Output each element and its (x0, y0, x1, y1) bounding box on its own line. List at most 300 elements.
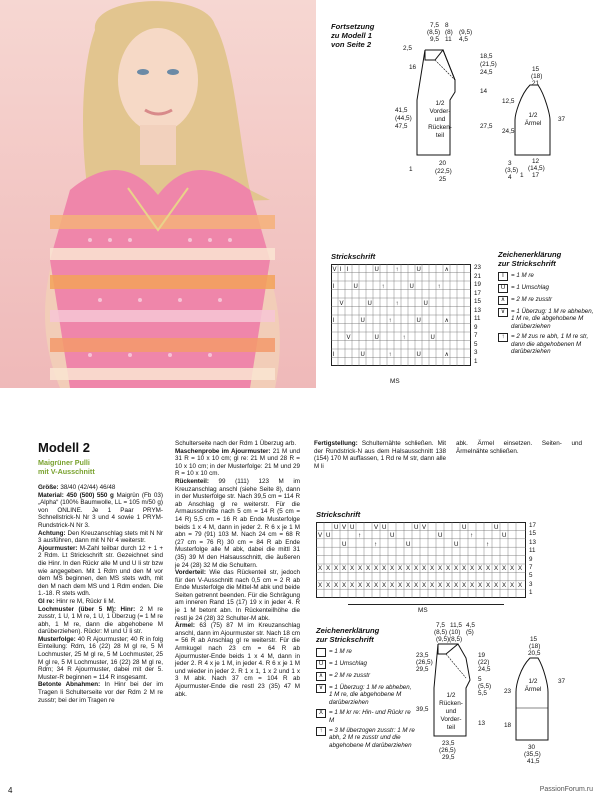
schematic-sleeve-top (500, 60, 600, 190)
svg-text:U: U (416, 318, 421, 324)
svg-text:U: U (430, 335, 435, 341)
svg-text:X: X (342, 565, 347, 572)
svg-text:U: U (360, 352, 365, 358)
dim-text: 15 (530, 636, 538, 643)
paragraph (175, 440, 300, 448)
legend-symbol: ∧ (498, 296, 508, 305)
knitting-chart-bottom-grid (316, 522, 526, 598)
svg-text:X: X (470, 582, 475, 589)
paragraph (38, 492, 163, 530)
legend-symbol: ∧ (316, 672, 326, 681)
instructions-col-4 (456, 440, 582, 455)
chart-title-top: Strickschrift (331, 252, 376, 261)
svg-text:U: U (334, 524, 339, 531)
legend-symbol: ∨ (316, 684, 326, 693)
para-text: Wie das Rückenteil str, jedoch für den V-Ausschnitt nach 0,5 cm = 2 R ab Ende Musterfolge die Mittel-M abk und beide Seiten getrennt beenden. Für die Schrägung am inneren Rand 15 (17) 19 x in jeder 4. R je 1 M betont abn. In Rückenteilhöhe die restl je 24 (28) 32 Schulter-M abk. (175, 569, 300, 622)
svg-text:U: U (342, 541, 347, 548)
svg-text:X: X (390, 582, 395, 589)
legend-text: = 1 Überzug: 1 M re abheben, 1 M re, die abgehobene M darüberziehen (511, 308, 594, 330)
legend-bottom (316, 626, 416, 752)
svg-text:↑: ↑ (402, 335, 406, 341)
schematic-body-top (395, 20, 505, 190)
svg-text:X: X (510, 582, 515, 589)
dim-text: 37 (558, 116, 566, 123)
paragraph (38, 606, 163, 636)
svg-text:U: U (414, 524, 419, 531)
dim-text: (8,5) (434, 629, 448, 636)
dim-text: 12,5 (502, 98, 515, 105)
dim-text: 12 (532, 158, 540, 165)
svg-text:U: U (438, 532, 443, 539)
dim-text: 8 (445, 22, 449, 29)
svg-text:X: X (326, 565, 331, 572)
para-label: Rückenteil: (175, 477, 209, 485)
legend-title: zur Strickschrift (316, 635, 374, 644)
svg-text:↑: ↑ (486, 541, 490, 548)
dim-text: 1 (520, 172, 524, 179)
legend-item (498, 284, 598, 293)
para-label: Material: 450 (500) 550 g (38, 491, 114, 499)
dim-text: (22) (478, 659, 490, 666)
dim-text: 23,5 (442, 740, 455, 747)
label-line: Vorder- (440, 716, 462, 723)
svg-text:∧: ∧ (444, 352, 449, 358)
legend-text: = 1 Überzug: 1 M re abheben, 1 M re, die abgehobene M darüberziehen (329, 684, 412, 706)
svg-text:X: X (438, 565, 443, 572)
paragraph (38, 545, 163, 598)
svg-text:U: U (360, 318, 365, 324)
legend-item (316, 660, 416, 669)
dim-text: 14 (480, 88, 488, 95)
svg-text:X: X (366, 582, 371, 589)
para-label: Fertigstellung: (314, 440, 358, 447)
svg-text:V: V (346, 335, 351, 341)
svg-text:U: U (382, 524, 387, 531)
svg-text:U: U (390, 532, 395, 539)
row-number: 7 (474, 332, 478, 339)
para-text: Schulternähte schließen. Mit der Rundstrick-N aus dem Halsausschnitt 138 (154) 170 M auffassen, 1 Rd re M str, dann alle M li (314, 440, 446, 470)
svg-text:X: X (486, 565, 491, 572)
para-text: Schulterseite nach der Rdm 1 Überzug arb. (175, 440, 297, 447)
para-text: Den Kreuzanschlag stets mit N Nr 3 ausführen, dann mit N Nr 4 weiterstr. (38, 529, 163, 545)
svg-text:U: U (326, 532, 331, 539)
svg-text:U: U (423, 301, 428, 307)
row-number: 13 (474, 306, 481, 314)
svg-text:V: V (342, 524, 347, 531)
legend-text: = 1 Umschlag (329, 660, 368, 667)
para-label: Gl re: (38, 597, 55, 605)
label-line: Rücken- (439, 700, 463, 707)
schematic-label (427, 100, 453, 140)
legend-text: = 1 M re (511, 272, 534, 279)
svg-text:U: U (454, 541, 459, 548)
dim-text: 24,5 (480, 69, 493, 76)
modell2-header (38, 440, 163, 476)
row-number: 11 (529, 547, 536, 555)
svg-text:V: V (332, 267, 337, 273)
svg-text:X: X (422, 565, 427, 572)
svg-text:X: X (494, 565, 499, 572)
svg-text:U: U (462, 524, 467, 531)
legend-symbol: I (498, 272, 508, 281)
legend-symbol: ↑ (316, 727, 326, 736)
para-text: 40 R Ajourmuster; 40 R in folg Einteilung: Rdm, 16 (22) 28 M gl re, 5 M Lochmuster, 25 M gl re, 5 M Lochmuster, 25 M gl re, 5 M Lochmuster, 16 (22) 28 M gl re, Rdm; 34 R Ajourmuster, dabei mit der 5. Muster-R beginnen = 114 R insgesamt. (38, 635, 163, 681)
dim-text: 23 (504, 688, 512, 695)
label-line: 1/2 (528, 678, 538, 685)
legend-title: zur Strickschrift (498, 259, 556, 268)
dim-text: 24,5 (502, 128, 515, 135)
legend-item (498, 308, 598, 330)
dim-text: (26,5) (439, 747, 456, 754)
label-line: 1/2 (528, 112, 538, 119)
legend-text: = 2 M re zusstr (511, 296, 553, 303)
svg-text:X: X (318, 582, 323, 589)
legend-item (316, 648, 416, 657)
row-number: 3 (529, 580, 533, 588)
legend-symbol: U (498, 284, 508, 293)
modell2-title: Modell 2 (38, 440, 91, 455)
svg-text:X: X (358, 565, 363, 572)
knitting-chart-bottom (316, 522, 536, 598)
svg-text:X: X (350, 565, 355, 572)
legend-symbol (316, 648, 326, 657)
legend-top (498, 250, 598, 358)
dim-text: (10) (449, 629, 461, 636)
svg-text:X: X (422, 582, 427, 589)
schematic-sleeve-bottom-outline (500, 630, 600, 770)
para-text: abk. Ärmel einsetzen. Seiten- und Ärmelnähte schließen. (456, 440, 582, 455)
legend-item (498, 296, 598, 305)
dim-text: 21 (532, 80, 540, 87)
legend-text: = 3 M überzogen zusstr: 1 M re abh, 2 M re zusstr und die abgehobene M darüberziehen (329, 727, 415, 749)
dim-text: 19 (478, 652, 486, 659)
legend-symbol: U (316, 660, 326, 669)
svg-text:X: X (382, 582, 387, 589)
dim-text: 27,5 (480, 123, 493, 130)
label-line: Ärmel (524, 119, 542, 127)
label-line: 1/2 (446, 692, 456, 699)
svg-text:X: X (494, 582, 499, 589)
label-line: Rücken- (428, 124, 452, 131)
dim-text: (35,5) (524, 751, 541, 758)
dim-text: 4 (508, 174, 512, 181)
svg-text:X: X (342, 582, 347, 589)
dim-text: 9,5 (430, 36, 439, 43)
row-number: 15 (474, 298, 481, 305)
label-line: teil (446, 724, 456, 731)
dim-text: 37 (558, 678, 566, 685)
svg-text:U: U (374, 267, 379, 273)
dim-text: (5,5) (478, 683, 492, 690)
paragraph (175, 622, 300, 698)
dim-text: (8) (445, 29, 453, 36)
svg-text:X: X (438, 582, 443, 589)
legend-item (316, 727, 416, 749)
label-line: und (445, 708, 457, 715)
dim-text: 7,5 (430, 22, 439, 29)
dim-text: 47,5 (395, 123, 408, 130)
chart-repeat-label-bottom: MS (418, 607, 428, 614)
svg-text:X: X (518, 565, 523, 572)
row-number: 1 (529, 589, 533, 597)
dim-text: (9,5) (459, 29, 473, 36)
instructions-col-3 (314, 440, 446, 470)
svg-text:X: X (334, 565, 339, 572)
svg-text:X: X (318, 565, 323, 572)
svg-text:X: X (462, 582, 467, 589)
row-number: 15 (529, 530, 536, 538)
row-number: 5 (474, 340, 478, 348)
para-text: 99 (111) 123 M im Kreuzanschlag anschl (siehe Seite 8), dann in der Musterfolge str. Nach 39,5 cm = 114 R ab Anschlag gl re weiterstr. Für die Armausschnitte nach 5 cm = 14 R (5 cm = 14 R) 5,5 cm = 16 R ab Ende Musterfolge beids 1 x 4 M, dann in jeder 2. R 6 x je 1 M abn = 79 (91) 103 M. Nach 24 cm = 68 R (27 cm = 76 R) 30 cm = 84 R ab Ende Musterfolge alle M abk, dabei die mittl 31 (35) 39 M den Halsausschnitt, die äußeren je 24 (28) 32 M die Schultern. (175, 477, 300, 569)
paragraph (38, 530, 163, 545)
svg-text:X: X (398, 582, 403, 589)
row-number: 9 (529, 555, 533, 563)
svg-text:X: X (358, 582, 363, 589)
schematic-label (438, 692, 464, 732)
label-line: Vorder- (429, 108, 451, 115)
dim-text: (22,5) (435, 168, 452, 175)
svg-text:X: X (406, 565, 411, 572)
legend-symbol: ∨ (498, 308, 508, 317)
paragraph (314, 440, 446, 470)
dim-text: (44,5) (395, 115, 412, 122)
svg-text:X: X (398, 565, 403, 572)
label-line: teil (435, 132, 445, 139)
para-label: Maschenprobe im Ajourmuster: (175, 447, 271, 455)
para-label: Vorderteil: (175, 569, 207, 577)
model-photo (0, 0, 316, 388)
legend-item (316, 709, 416, 724)
page-number: 4 (8, 786, 13, 795)
dim-text: (9,5) (436, 636, 450, 643)
svg-text:X: X (414, 565, 419, 572)
dim-text: 30 (528, 744, 536, 751)
row-number: 23 (474, 264, 481, 271)
knitting-chart-top-grid (331, 264, 471, 366)
dim-text: 5,5 (478, 690, 487, 697)
dim-text: (18) (531, 73, 543, 80)
svg-text:I: I (346, 267, 349, 273)
para-label: Musterfolge: (38, 635, 76, 643)
svg-text:↑: ↑ (437, 284, 441, 290)
svg-text:↑: ↑ (470, 532, 474, 539)
svg-text:↑: ↑ (358, 532, 362, 539)
model-photo-illustration (0, 0, 316, 388)
svg-text:↑: ↑ (388, 352, 392, 358)
svg-text:↑: ↑ (395, 267, 399, 273)
svg-text:X: X (478, 582, 483, 589)
row-number: 19 (474, 281, 481, 288)
para-text: M-Zahl teilbar durch 12 + 1 + 2 Rdm. Lt Strickschrift str. Gezeichnet sind die Hinr. In den Rückr alle M und U li str bzw wie angegeben. Mit 1 Rdm und den M vor dem MS beginnen, den MS stets wdh, mit den M nach dem MS und 1 Rdm enden. Die 1.-18. R stets wdh. (38, 544, 163, 598)
watermark-site: PassionForum.ru (539, 786, 593, 793)
dim-text: 5 (478, 676, 482, 683)
svg-text:∧: ∧ (444, 267, 449, 273)
dim-text: (14,5) (528, 165, 545, 172)
paragraph (456, 440, 582, 455)
para-label: Betonte Abnahmen: (38, 681, 101, 689)
para-label: Größe: (38, 484, 59, 491)
dim-text: (5) (466, 629, 474, 636)
row-number: 13 (529, 538, 536, 546)
row-number: 17 (474, 289, 481, 297)
dim-text: 4,5 (459, 36, 468, 43)
dim-text: 17 (532, 172, 540, 179)
dim-text: 20,5 (528, 650, 541, 657)
legend-symbol: ↑ (498, 333, 508, 342)
row-number: 3 (474, 349, 478, 356)
dim-text: 23,5 (416, 652, 429, 659)
legend-text: = 1 M re (329, 648, 352, 655)
svg-text:I: I (332, 318, 335, 324)
svg-text:X: X (478, 565, 483, 572)
svg-text:U: U (494, 524, 499, 531)
svg-text:U: U (374, 335, 379, 341)
schematic-sleeve-bottom (500, 630, 600, 770)
instructions-col-2 (175, 440, 300, 698)
para-text: In Hinr bei der im Tragen li Schulterseite vor der Rdm 2 M re zusstr; bei der im Tragen re (38, 681, 163, 704)
repeat-bracket (348, 604, 504, 605)
dim-text: (18) (529, 643, 541, 650)
dim-text: 13 (478, 720, 486, 727)
legend-title: Zeichenerklärung (498, 250, 562, 259)
svg-text:X: X (414, 582, 419, 589)
svg-text:X: X (510, 565, 515, 572)
para-text: 21 M und 31 R = 10 x 10 cm; gl re: 21 M und 28 R = 10 x 10 cm; in der Musterfolge: 21 M und 29 R = 10 x 10 cm. (175, 447, 300, 478)
paragraph (38, 598, 163, 606)
label-line: Ärmel (524, 685, 542, 693)
svg-text:U: U (409, 284, 414, 290)
dim-text: 18 (504, 722, 512, 729)
dim-text: (8,5) (449, 636, 463, 643)
modell2-subtitle: Maigrüner Pulli (38, 458, 90, 467)
dim-text: (26,5) (416, 659, 433, 666)
legend-item (316, 684, 416, 706)
modell2-subtitle: mit V-Ausschnitt (38, 467, 95, 476)
label-line: und (434, 116, 446, 123)
dim-text: 7,5 (436, 622, 445, 629)
svg-text:X: X (406, 582, 411, 589)
paragraph (175, 448, 300, 478)
dim-text: 1 (409, 166, 413, 173)
row-number: 5 (529, 572, 533, 580)
schematic-body-bottom (416, 618, 506, 768)
schematic-label (522, 678, 544, 693)
knitting-chart-top (331, 264, 481, 366)
svg-text:↑: ↑ (388, 318, 392, 324)
dim-text: 41,5 (527, 758, 540, 765)
dim-text: 29,5 (416, 666, 429, 673)
svg-text:X: X (374, 565, 379, 572)
chart-title-bottom: Strickschrift (316, 510, 361, 519)
svg-text:X: X (446, 565, 451, 572)
paragraph (38, 681, 163, 704)
continuation-line-1: Fortsetzung (331, 22, 375, 31)
dim-text: 15 (532, 66, 540, 73)
svg-text:X: X (454, 582, 459, 589)
paragraph (38, 484, 163, 492)
paragraph (38, 636, 163, 682)
instructions-col-1 (38, 484, 163, 704)
dim-text: 25 (439, 176, 447, 183)
continuation-line-2: zu Modell 1 (331, 31, 372, 40)
svg-text:X: X (518, 582, 523, 589)
svg-text:U: U (353, 284, 358, 290)
continuation-line-3: von Seite 2 (331, 40, 372, 49)
svg-text:X: X (430, 582, 435, 589)
legend-text: = 1 M kr re: Hin- und Rückr re M (329, 709, 411, 724)
svg-text:X: X (390, 565, 395, 572)
para-label: Achtung: (38, 529, 66, 537)
svg-text:U: U (406, 541, 411, 548)
label-line: 1/2 (435, 100, 445, 107)
dim-text: 11 (445, 36, 452, 43)
schematic-label (522, 112, 544, 127)
dim-text: 3 (508, 160, 512, 167)
legend-text: = 2 M zus re abh, 1 M re str, dann die abgehobenen M darüberziehen (511, 333, 589, 356)
svg-text:X: X (454, 565, 459, 572)
legend-item (316, 672, 416, 681)
para-label: Ärmel: (175, 622, 195, 630)
svg-text:∧: ∧ (444, 318, 449, 324)
legend-text: = 2 M re zusstr (329, 672, 371, 679)
svg-text:V: V (339, 301, 344, 307)
svg-text:X: X (334, 582, 339, 589)
legend-symbol: X (316, 709, 326, 718)
svg-text:X: X (502, 565, 507, 572)
dim-text: 18,5 (480, 53, 493, 60)
paragraph (175, 478, 300, 569)
dim-text: (8,5) (427, 29, 441, 36)
dim-text: 20 (439, 160, 447, 167)
svg-text:U: U (350, 524, 355, 531)
continuation-note (331, 22, 401, 49)
row-number: 21 (474, 272, 481, 280)
svg-text:X: X (374, 582, 379, 589)
svg-text:I: I (332, 352, 335, 358)
svg-text:V: V (374, 524, 379, 531)
dim-text: 2,5 (403, 45, 412, 52)
dim-text: 16 (409, 64, 417, 71)
svg-text:V: V (318, 532, 323, 539)
svg-text:V: V (422, 524, 427, 531)
svg-text:X: X (430, 565, 435, 572)
svg-text:↑: ↑ (374, 541, 378, 548)
legend-item (498, 272, 598, 281)
svg-text:↑: ↑ (395, 301, 399, 307)
svg-text:X: X (446, 582, 451, 589)
row-number: 9 (474, 323, 478, 331)
dim-text: 29,5 (442, 754, 455, 761)
dim-text: 4,5 (466, 622, 475, 629)
svg-text:X: X (350, 582, 355, 589)
svg-text:X: X (326, 582, 331, 589)
dim-text: 11,5 (450, 622, 462, 629)
svg-text:I: I (339, 267, 342, 273)
svg-text:X: X (462, 565, 467, 572)
svg-text:X: X (382, 565, 387, 572)
dim-text: 39,5 (416, 706, 429, 713)
svg-text:U: U (416, 267, 421, 273)
row-number: 1 (474, 357, 478, 365)
svg-text:U: U (367, 301, 372, 307)
para-label: Ajourmuster: (38, 544, 78, 552)
legend-item (498, 333, 598, 355)
row-number: 7 (529, 564, 533, 571)
row-number: 17 (529, 522, 536, 529)
chart-repeat-label-top: MS (390, 378, 400, 385)
para-label: Lochmuster (über 5 M): Hinr: (38, 605, 136, 613)
legend-text: = 1 Umschlag (511, 284, 550, 291)
